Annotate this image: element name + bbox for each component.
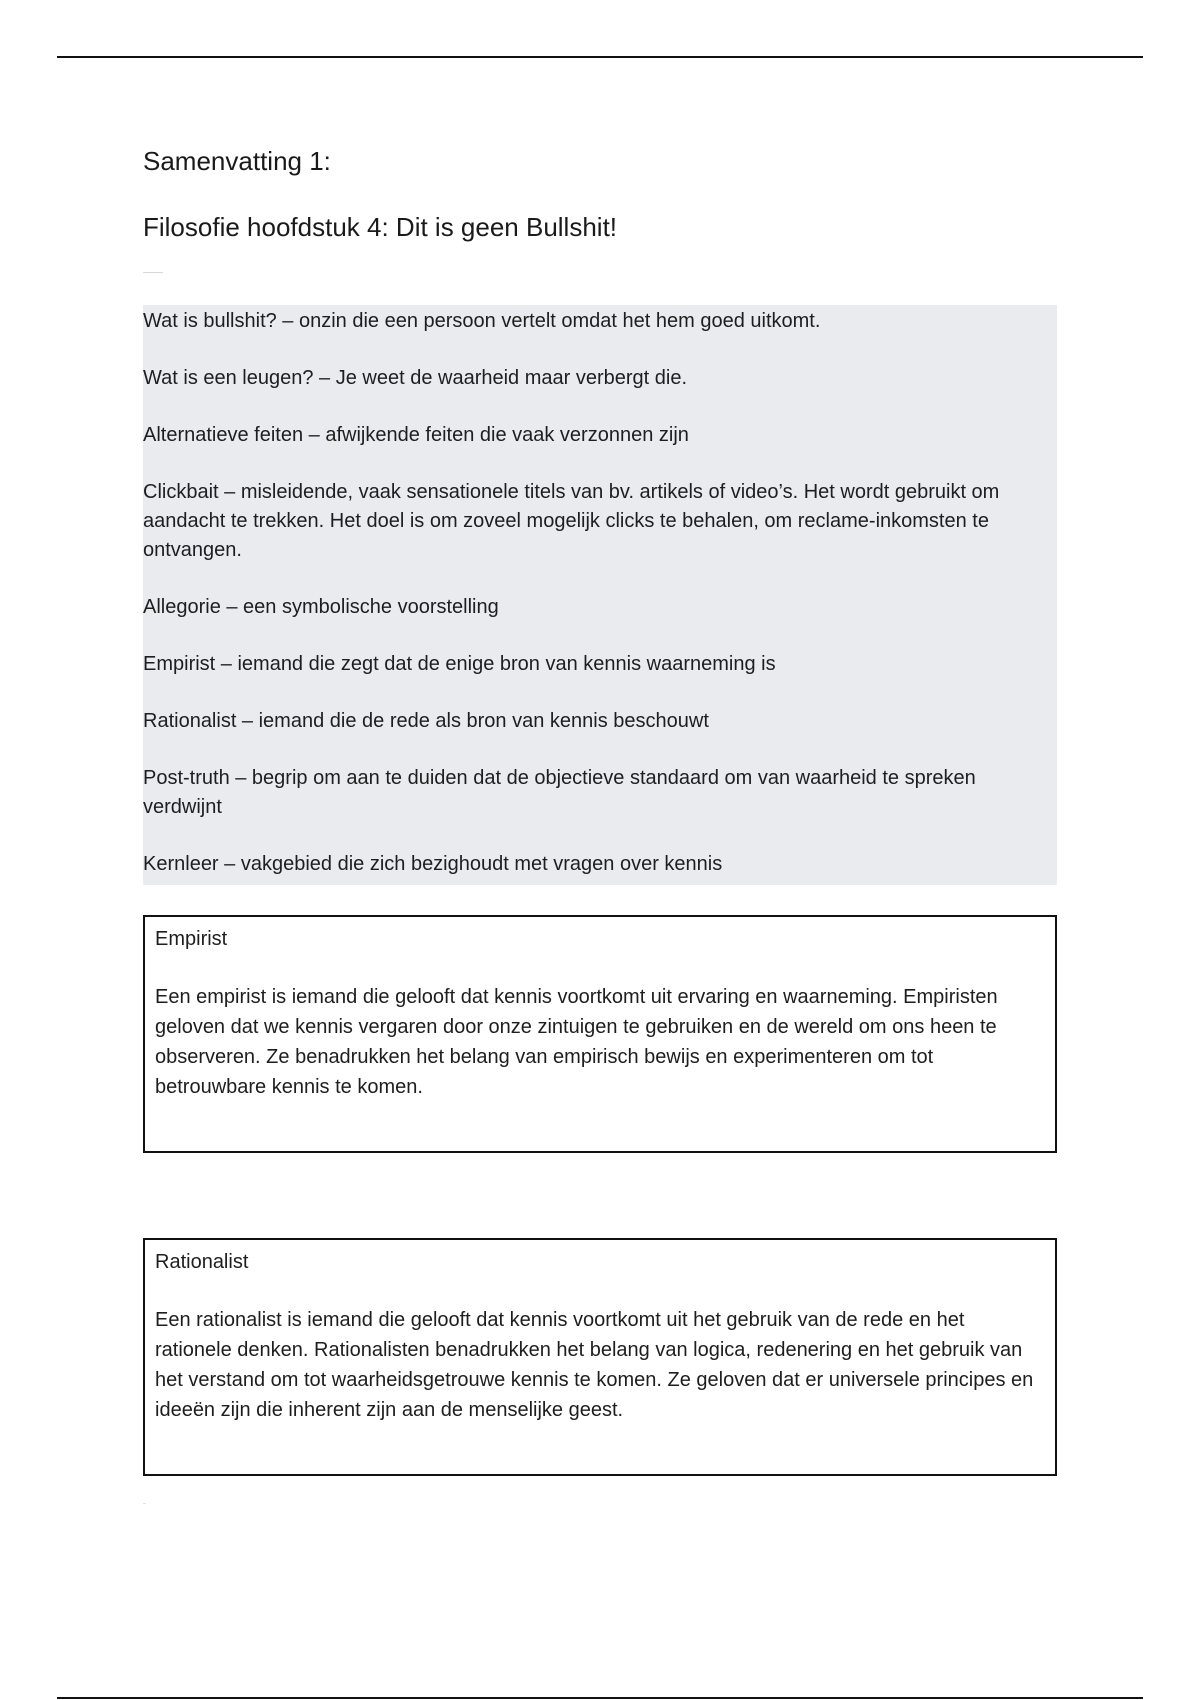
empirist-box-heading: Empirist (155, 928, 228, 950)
definition-item: Post-truth – begrip om aan te duiden dat de objectieve standaard om van waarheid te spreken verdwijnt (143, 767, 976, 818)
page-bottom-rule (57, 1697, 1143, 1699)
definition-item: Kernleer – vakgebied die zich bezighoudt met vragen over kennis (143, 853, 723, 875)
rationalist-box-body: Een rationalist is iemand die gelooft dat kennis voortkomt uit het gebruik van de rede en het rationele denken. Rationalisten benadrukken het belang van logica, redenering en het gebruik van het verstand om tot waarheidsgetrouwe kennis te komen. Ze geloven dat er universele principes en ideeën zijn die inherent zijn aan de menselijke geest. (155, 1309, 1034, 1421)
empirist-box (143, 915, 1057, 1153)
definition-item: Allegorie – een symbolische voorstelling (143, 596, 499, 618)
rationalist-box-heading: Rationalist (155, 1251, 249, 1273)
separator-dash (143, 272, 163, 273)
definition-item: Wat is bullshit? – onzin die een persoon vertelt omdat het hem goed uitkomt. (143, 310, 821, 332)
definitions-block (143, 305, 1057, 885)
definition-item: Clickbait – misleidende, vaak sensationele titels van bv. artikels of video’s. Het wordt gebruikt om aandacht te trekken. Het doel is om zoveel mogelijk clicks te behalen, om reclame-inkomsten te ontvangen. (143, 481, 1000, 561)
stray-mark (143, 1503, 146, 1504)
definition-item: Empirist – iemand die zegt dat de enige bron van kennis waarneming is (143, 653, 776, 675)
definition-item: Rationalist – iemand die de rede als bron van kennis beschouwt (143, 710, 709, 732)
chapter-title: Filosofie hoofdstuk 4: Dit is geen Bullshit! (143, 212, 618, 242)
summary-title: Samenvatting 1: (143, 146, 331, 176)
definition-item: Alternatieve feiten – afwijkende feiten die vaak verzonnen zijn (143, 424, 689, 446)
empirist-box-body: Een empirist is iemand die gelooft dat kennis voortkomt uit ervaring en waarneming. Empiristen geloven dat we kennis vergaren door onze zintuigen te gebruiken en de wereld om ons heen te observeren. Ze benadrukken het belang van empirisch bewijs en experimenteren om tot betrouwbare kennis te komen. (155, 986, 998, 1098)
rationalist-box (143, 1238, 1057, 1476)
definition-item: Wat is een leugen? – Je weet de waarheid maar verbergt die. (143, 367, 688, 389)
page-top-rule (57, 56, 1143, 58)
